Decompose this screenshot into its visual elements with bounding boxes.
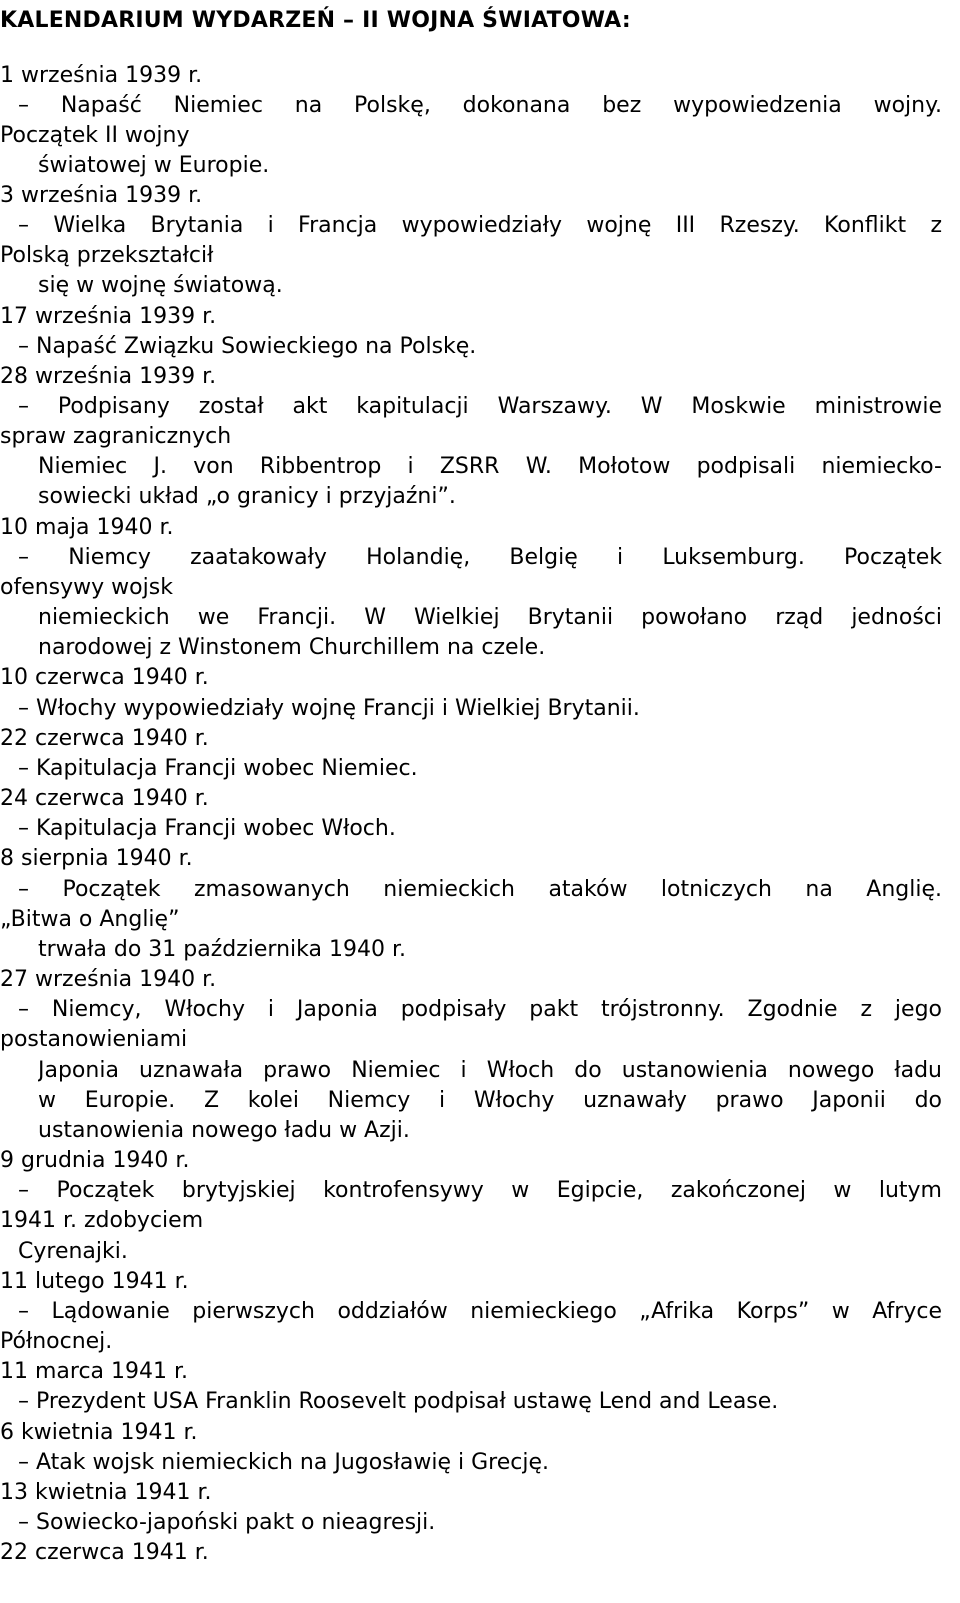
event-line: 1941 r. zdobyciem — [0, 1208, 204, 1233]
event-line: – Napaść Związku Sowieckiego na Polskę. — [18, 334, 477, 359]
event-line: ustanowienia nowego ładu w Azji. — [38, 1118, 410, 1143]
event-line: Początek II wojny — [0, 123, 190, 148]
event-line: Północnej. — [0, 1329, 113, 1354]
event-line: – Włochy wypowiedziały wojnę Francji i Wielkiej Brytanii. — [18, 696, 640, 721]
event-line: ofensywy wojsk — [0, 575, 173, 600]
event-line: – Podpisany został akt kapitulacji Warszawy. W Moskwie ministrowie — [18, 394, 942, 419]
event-line: niemieckich we Francji. W Wielkiej Brytanii powołano rząd jedności — [38, 605, 942, 630]
event-line: Niemiec J. von Ribbentrop i ZSRR W. Mołotow podpisali niemiecko- — [38, 454, 942, 479]
event-line: – Początek brytyjskiej kontrofensywy w Egipcie, zakończonej w lutym — [18, 1178, 942, 1203]
event-line: – Niemcy zaatakowały Holandię, Belgię i Luksemburg. Początek — [18, 545, 942, 570]
event-line: trwała do 31 października 1940 r. — [38, 937, 406, 962]
event-line: Cyrenajki. — [18, 1239, 128, 1264]
event-line: – Kapitulacja Francji wobec Niemiec. — [18, 756, 418, 781]
event-line: – Atak wojsk niemieckich na Jugosławię i Grecję. — [18, 1450, 549, 1475]
event-date: 27 września 1940 r. — [0, 967, 217, 992]
page-title: KALENDARIUM WYDARZEŃ – II WOJNA ŚWIATOWA: — [0, 8, 631, 33]
event-date: 11 lutego 1941 r. — [0, 1269, 189, 1294]
event-line: się w wojnę światową. — [38, 273, 283, 298]
event-date: 10 maja 1940 r. — [0, 515, 174, 540]
event-line: Polską przekształcił — [0, 243, 214, 268]
event-date: 22 czerwca 1940 r. — [0, 726, 209, 751]
event-date: 6 kwietnia 1941 r. — [0, 1420, 198, 1445]
event-line: postanowieniami — [0, 1027, 188, 1052]
event-line: sowiecki układ „o granicy i przyjaźni”. — [38, 484, 456, 509]
event-line: – Napaść Niemiec na Polskę, dokonana bez wypowiedzenia wojny. — [18, 93, 942, 118]
event-line: – Wielka Brytania i Francja wypowiedziały wojnę III Rzeszy. Konflikt z — [18, 213, 942, 238]
event-line: spraw zagranicznych — [0, 424, 232, 449]
event-line: – Kapitulacja Francji wobec Włoch. — [18, 816, 396, 841]
event-line: Japonia uznawała prawo Niemiec i Włoch do ustanowienia nowego ładu — [38, 1058, 942, 1083]
event-date: 28 września 1939 r. — [0, 364, 217, 389]
event-line: w Europie. Z kolei Niemcy i Włochy uznawały prawo Japonii do — [38, 1088, 942, 1113]
event-date: 3 września 1939 r. — [0, 183, 203, 208]
event-line: światowej w Europie. — [38, 153, 270, 178]
event-line: – Niemcy, Włochy i Japonia podpisały pakt trójstronny. Zgodnie z jego — [18, 997, 942, 1022]
event-line: – Początek zmasowanych niemieckich ataków lotniczych na Anglię. — [18, 877, 942, 902]
event-date: 11 marca 1941 r. — [0, 1359, 189, 1384]
event-date: 13 kwietnia 1941 r. — [0, 1480, 212, 1505]
event-line: narodowej z Winstonem Churchillem na czele. — [38, 635, 546, 660]
event-date: 1 września 1939 r. — [0, 63, 203, 88]
event-date: 8 sierpnia 1940 r. — [0, 846, 193, 871]
event-line: – Lądowanie pierwszych oddziałów niemieckiego „Afrika Korps” w Afryce — [18, 1299, 942, 1324]
event-line: – Prezydent USA Franklin Roosevelt podpisał ustawę Lend and Lease. — [18, 1389, 779, 1414]
event-date: 10 czerwca 1940 r. — [0, 665, 209, 690]
event-line: – Sowiecko-japoński pakt o nieagresji. — [18, 1510, 436, 1535]
event-date: 22 czerwca 1941 r. — [0, 1540, 209, 1565]
event-date: 9 grudnia 1940 r. — [0, 1148, 190, 1173]
event-date: 17 września 1939 r. — [0, 304, 217, 329]
event-line: „Bitwa o Anglię” — [0, 907, 180, 932]
event-date: 24 czerwca 1940 r. — [0, 786, 209, 811]
